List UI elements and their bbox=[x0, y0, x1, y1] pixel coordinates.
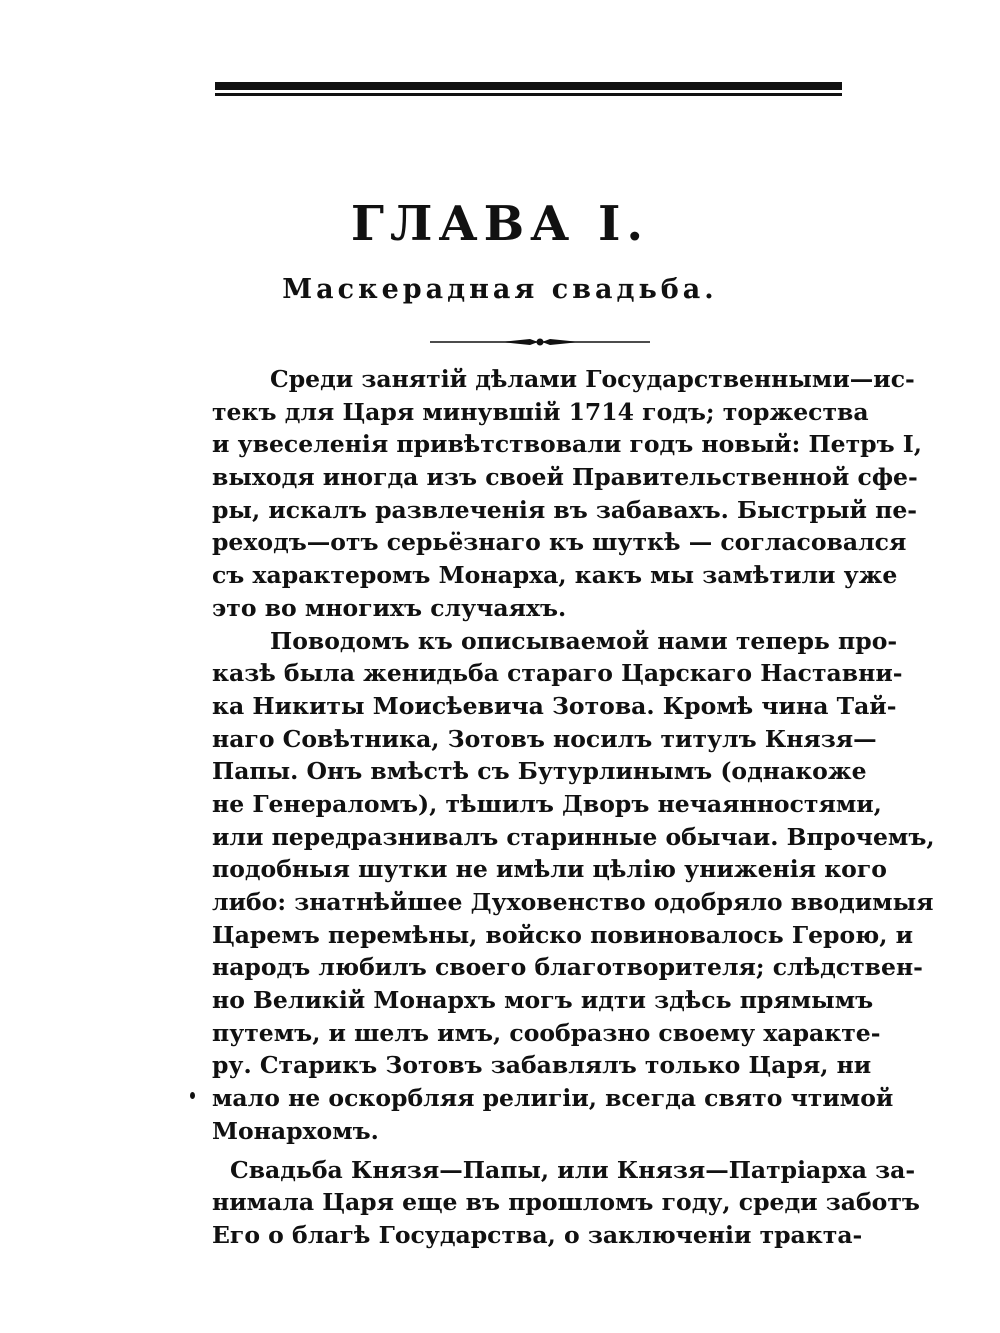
text-line: наго Совѣтника, Зотовъ носилъ титулъ Князя— bbox=[212, 724, 877, 753]
text-line: текъ для Царя минувшій 1714 годъ; торжества bbox=[212, 397, 869, 426]
ornament-divider-icon bbox=[430, 336, 650, 348]
text-line: подобныя шутки не имѣли цѣлію униженія кого bbox=[212, 855, 887, 884]
text-line: путемъ, и шелъ имъ, сообразно своему характе- bbox=[212, 1018, 881, 1047]
text-line: мало не оскорбляя религіи, всегда свято чтимой bbox=[212, 1084, 894, 1113]
text-line: Царемъ перемѣны, войско повиновалось Герою, и bbox=[212, 920, 914, 949]
text-line: либо: знатнѣйшее Духовенство одобряло вводимыя bbox=[212, 888, 934, 916]
text-line: Свадьба Князя—Папы, или Князя—Патріарха за- bbox=[230, 1155, 916, 1184]
text-line: Монархомъ. bbox=[212, 1116, 379, 1145]
text-line: казѣ была женидьба стараго Царскаго Наставни- bbox=[212, 659, 903, 688]
text-line: это во многихъ случаяхъ. bbox=[212, 593, 567, 622]
text-line: Среди занятій дѣлами Государственными—ис- bbox=[270, 365, 915, 393]
text-line: Поводомъ къ описываемой нами теперь про- bbox=[270, 626, 898, 655]
text-line: и увеселенія привѣтствовали годъ новый: Петръ I, bbox=[212, 430, 922, 459]
text-line: не Генераломъ), тѣшилъ Дворъ нечаянностями, bbox=[212, 789, 882, 818]
text-line: ру. Старикъ Зотовъ забавлялъ только Царя, ни bbox=[212, 1051, 872, 1080]
text-line: или передразнивалъ старинные обычаи. Впрочемъ, bbox=[212, 822, 935, 851]
text-line: Его о благѣ Государства, о заключеніи тракта- bbox=[212, 1220, 863, 1249]
body-text bbox=[212, 363, 935, 1252]
text-line: но Великій Монархъ могъ идти здѣсь прямымъ bbox=[212, 986, 874, 1015]
text-line: реходъ—отъ серьёзнаго къ шуткѣ — согласовался bbox=[212, 528, 907, 557]
text-line: выходя иногда изъ своей Правительственной сфе- bbox=[212, 463, 918, 492]
text-line: Папы. Онъ вмѣстѣ съ Бутурлинымъ (однакоже bbox=[212, 757, 867, 786]
chapter-title: ГЛАВА I. bbox=[350, 196, 650, 252]
text-line: нимала Царя еще въ прошломъ году, среди заботъ bbox=[212, 1188, 920, 1217]
text-line: ка Никиты Моисѣевича Зотова. Кромѣ чина Тай- bbox=[212, 691, 897, 720]
margin-mark bbox=[190, 1092, 195, 1099]
text-line: народъ любилъ своего благотворителя; слѣдствен- bbox=[212, 953, 923, 982]
chapter-subtitle: Маскерадная свадьба. bbox=[282, 274, 718, 305]
text-line: съ характеромъ Монарха, какъ мы замѣтили уже bbox=[212, 561, 898, 590]
header-double-rule bbox=[215, 82, 842, 96]
text-line: ры, искалъ развлеченія въ забавахъ. Быстрый пе- bbox=[212, 495, 918, 524]
